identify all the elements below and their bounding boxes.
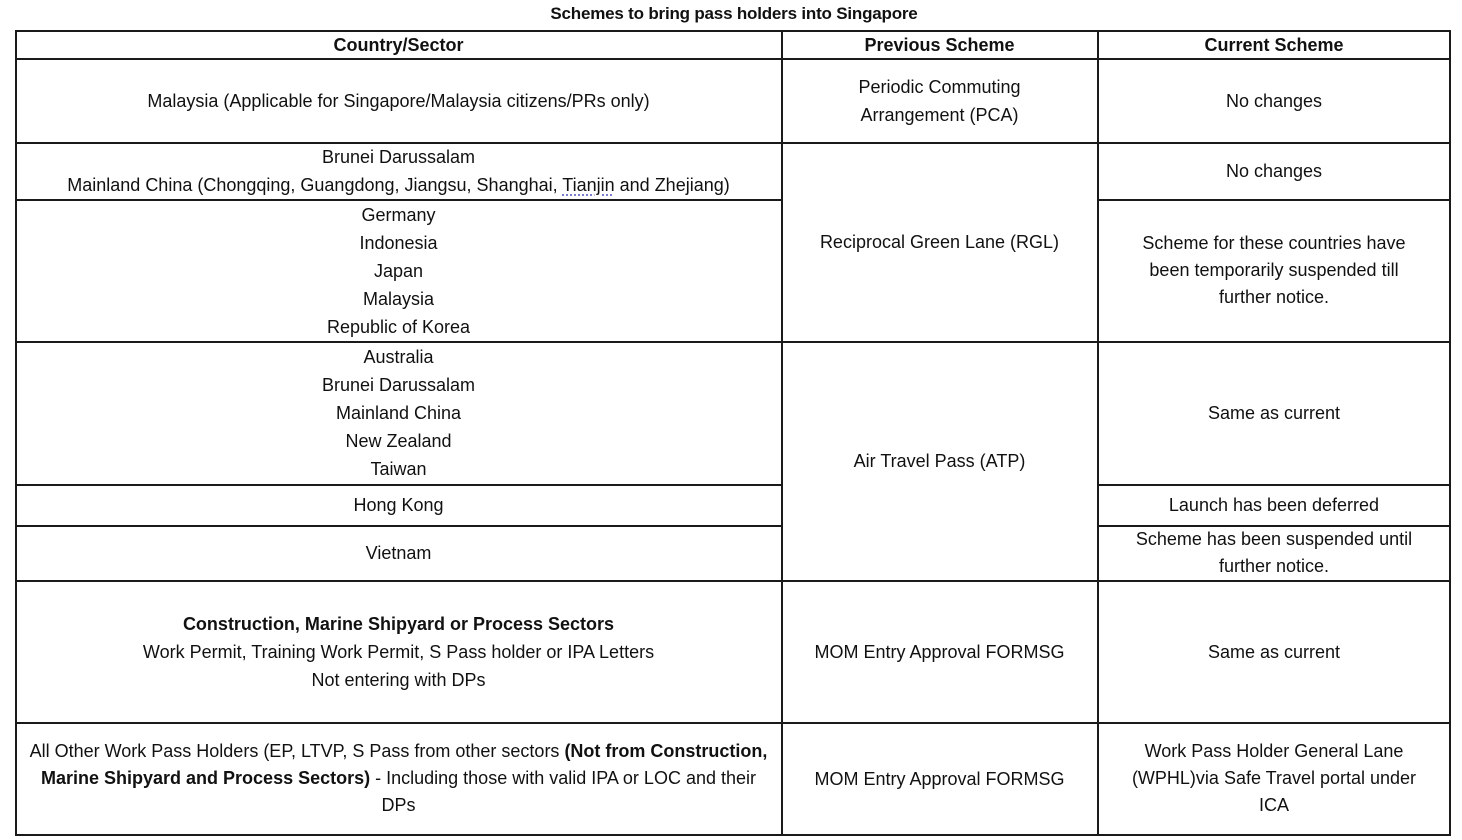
country-item: Indonesia xyxy=(359,232,438,253)
cell-country-malaysia-pca xyxy=(16,59,781,142)
current-scheme-text: Same as current xyxy=(1207,403,1341,423)
header-country-sector: Country/Sector xyxy=(333,34,464,55)
current-scheme-line: Scheme has been suspended until xyxy=(1135,529,1413,549)
country-item: Republic of Korea xyxy=(326,316,471,337)
spellcheck-flagged-word: Tianjin xyxy=(562,175,615,195)
cell-current-atp-vietnam xyxy=(1098,526,1450,580)
country-item-mainland-china-regions xyxy=(67,171,729,199)
cell-previous-mom-other xyxy=(782,723,1097,834)
current-scheme-line: further notice. xyxy=(1218,287,1330,307)
cell-current-atp-hong-kong xyxy=(1098,485,1450,525)
cell-country-rgl-group-1 xyxy=(16,143,781,199)
country-item: Vietnam xyxy=(365,543,432,563)
previous-scheme-text: MOM Entry Approval FORMSG xyxy=(814,768,1065,789)
cell-previous-pca xyxy=(782,59,1097,142)
previous-scheme-text: MOM Entry Approval FORMSG xyxy=(814,641,1065,662)
cell-current-rgl-group-1 xyxy=(1098,143,1450,199)
country-text: Mainland China (Chongqing, Guangdong, Jiangsu, Shanghai, xyxy=(67,175,563,195)
previous-scheme-text: Air Travel Pass (ATP) xyxy=(853,451,1026,471)
sector-line: Not entering with DPs xyxy=(311,669,486,690)
current-scheme-text: Same as current xyxy=(1207,641,1341,662)
current-scheme-text: No changes xyxy=(1225,161,1323,181)
other-work-pass-text xyxy=(26,738,771,819)
cell-current-rgl-group-2 xyxy=(1098,200,1450,341)
table-title: Schemes to bring pass holders into Singapore xyxy=(550,4,918,23)
country-item: Hong Kong xyxy=(353,495,444,515)
cell-country-other-work-pass xyxy=(16,723,781,834)
cell-country-atp-vietnam xyxy=(16,526,781,580)
current-scheme-text: Launch has been deferred xyxy=(1168,495,1380,515)
country-item: Brunei Darussalam xyxy=(321,375,476,395)
country-text: - Including those with valid IPA or LOC and their DPs xyxy=(370,768,756,815)
country-item: Malaysia xyxy=(362,288,435,309)
country-item: Mainland China xyxy=(335,403,462,423)
current-scheme-text: No changes xyxy=(1225,90,1323,111)
cell-country-atp-hong-kong xyxy=(16,485,781,525)
cell-country-rgl-group-2 xyxy=(16,200,781,341)
current-scheme-line: Work Pass Holder General Lane xyxy=(1144,741,1404,761)
border-bottom xyxy=(15,834,1451,836)
country-item: Germany xyxy=(361,204,436,225)
cell-previous-rgl xyxy=(782,143,1097,341)
country-text: Malaysia (Applicable for Singapore/Malaysia citizens/PRs only) xyxy=(147,90,650,111)
cell-current-pca xyxy=(1098,59,1450,142)
previous-scheme-line: Periodic Commuting xyxy=(858,76,1021,97)
cell-current-mom-other xyxy=(1098,723,1450,834)
country-item: New Zealand xyxy=(345,431,452,451)
sector-heading: Construction, Marine Shipyard or Process Sectors xyxy=(182,613,615,634)
cell-current-mom-construction xyxy=(1098,581,1450,722)
cell-previous-mom-construction xyxy=(782,581,1097,722)
header-previous-scheme: Previous Scheme xyxy=(864,34,1015,55)
country-text: and Zhejiang) xyxy=(614,175,730,195)
cell-previous-atp xyxy=(782,342,1097,580)
current-scheme-line: (WPHL)via Safe Travel portal under xyxy=(1131,768,1417,788)
country-item: Brunei Darussalam xyxy=(321,147,476,167)
previous-scheme-line: Arrangement (PCA) xyxy=(860,104,1019,125)
country-item: Australia xyxy=(363,347,434,367)
header-current-scheme: Current Scheme xyxy=(1204,34,1344,55)
country-text-bold: (Not from Construction, Marine Shipyard and Process Sectors) xyxy=(41,741,768,788)
previous-scheme-text: Reciprocal Green Lane (RGL) xyxy=(819,232,1060,252)
country-item: Japan xyxy=(373,260,424,281)
current-scheme-line: ICA xyxy=(1258,795,1289,815)
current-scheme-line: further notice. xyxy=(1218,556,1330,576)
current-scheme-line: Scheme for these countries have xyxy=(1142,233,1406,253)
cell-current-atp-group-1 xyxy=(1098,342,1450,484)
sector-line: Work Permit, Training Work Permit, S Pass holder or IPA Letters xyxy=(142,641,655,662)
country-item: Taiwan xyxy=(370,459,427,479)
cell-country-atp-group-1 xyxy=(16,342,781,484)
cell-country-construction-sectors xyxy=(16,581,781,722)
current-scheme-line: been temporarily suspended till xyxy=(1149,260,1399,280)
country-text: All Other Work Pass Holders (EP, LTVP, S Pass from other sectors xyxy=(29,741,565,761)
